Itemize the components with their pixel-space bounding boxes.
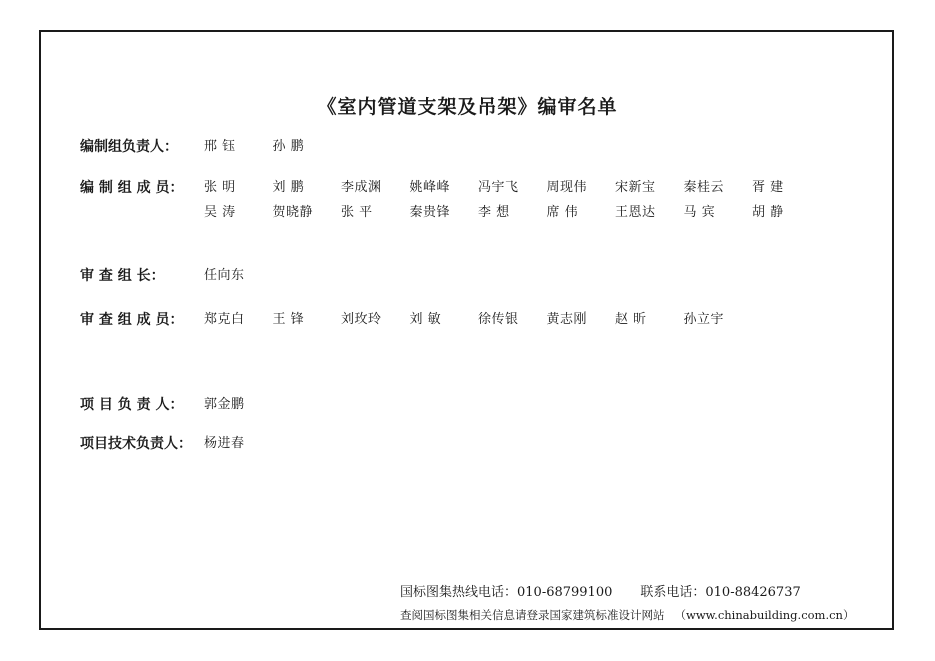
name-item: 胥 建: [752, 180, 784, 195]
hotline-text: 国标图集热线电话：010-68799100: [400, 585, 613, 600]
review-leader-label: [80, 266, 204, 286]
reviewers-label-text: 审 查 组 成 员：: [80, 312, 184, 328]
tech-lead-label: [80, 434, 204, 454]
name-item: 周现伟: [546, 180, 588, 195]
footer-phones: [400, 585, 801, 601]
name-item: 姚峰峰: [409, 180, 451, 195]
review-leader-names: [204, 266, 273, 286]
chief-editor-label: [80, 137, 204, 157]
name-item: 宋新宝: [615, 180, 656, 195]
tech-lead-label-text: 项目技术负责人：: [80, 436, 192, 452]
project-lead-label-text: 项 目 负 责 人：: [80, 397, 184, 413]
reviewers-names: [204, 310, 752, 330]
name-item: 刘玫玲: [341, 312, 382, 327]
page-title: 《室内管道支架及吊架》编审名单: [317, 96, 618, 118]
name-item: 孙 鹏: [272, 139, 305, 154]
name-item: 胡 静: [752, 205, 784, 220]
name-item: 王恩达: [615, 205, 656, 220]
name-item: 贺晓静: [272, 205, 314, 220]
name-item: 徐传银: [478, 312, 519, 327]
name-item: 席 伟: [546, 205, 579, 220]
name-item: 郭金鹏: [204, 397, 245, 412]
editors-row-1: [204, 178, 821, 198]
name-item: 郑克白: [204, 312, 245, 327]
name-item: 冯宇飞: [478, 180, 519, 195]
name-item: 王 锋: [272, 312, 305, 327]
website-link[interactable]: （www.chinabuilding.com.cn）: [674, 608, 855, 622]
name-item: 赵 昕: [615, 312, 647, 327]
page-border: [39, 30, 894, 630]
name-item: 秦桂云: [683, 180, 725, 195]
review-leader-label-text: 审 查 组 长：: [80, 268, 165, 284]
name-item: 李成渊: [341, 180, 382, 195]
name-item: 吴 涛: [204, 205, 236, 220]
contact-text: 联系电话：010-88426737: [640, 585, 801, 600]
name-item: 杨进春: [204, 436, 245, 451]
name-item: 邢 钰: [204, 139, 236, 154]
project-lead-names: [204, 395, 273, 415]
chief-editor-names: [204, 137, 341, 157]
editors-label-text: 编 制 组 成 员：: [80, 180, 184, 196]
project-lead-label: [80, 395, 204, 415]
editors-row-2: [204, 203, 821, 223]
reviewers-label: [80, 310, 204, 330]
name-item: 张 明: [204, 180, 236, 195]
name-item: 黄志刚: [546, 312, 588, 327]
name-item: 孙立宇: [683, 312, 725, 327]
name-item: 任向东: [204, 268, 245, 283]
name-item: 秦贵锋: [409, 205, 451, 220]
chief-editor-label-text: 编制组负责人：: [80, 139, 178, 155]
name-item: 马 宾: [683, 205, 716, 220]
website-note: 查阅国标图集相关信息请登录国家建筑标准设计网站: [400, 608, 665, 622]
name-item: 李 想: [478, 205, 510, 220]
name-item: 张 平: [341, 205, 373, 220]
name-item: 刘 鹏: [272, 180, 305, 195]
editors-label: [80, 178, 204, 198]
name-item: 刘 敏: [409, 312, 442, 327]
footer-website: [400, 607, 854, 623]
tech-lead-names: [204, 434, 273, 454]
